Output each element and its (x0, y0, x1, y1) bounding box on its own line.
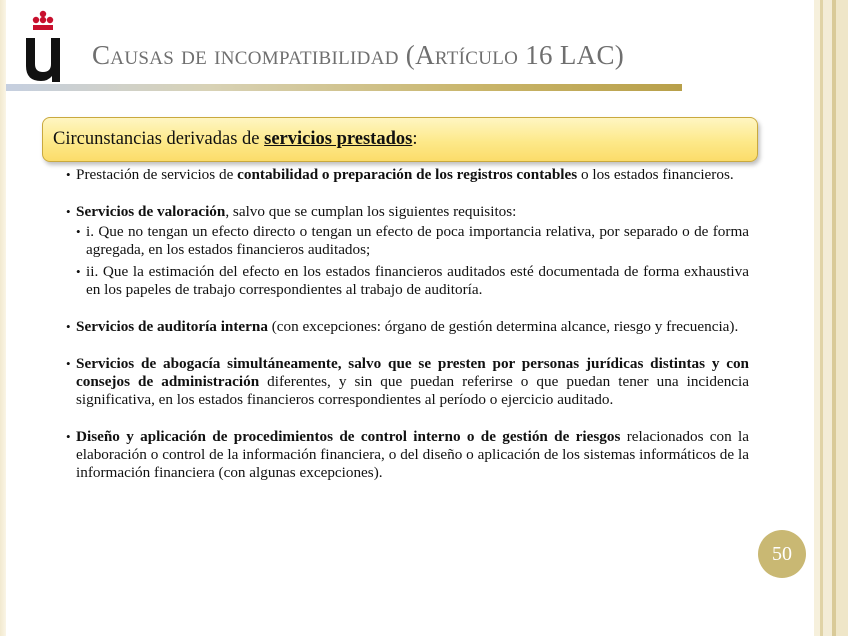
callout-prefix: Circunstancias derivadas de (53, 129, 265, 149)
page-number-badge: 50 (758, 530, 806, 578)
left-edge-decoration (0, 0, 6, 636)
bullet-list (64, 166, 749, 482)
list-item-abogacia: • Servicios de abogacía simultáneamente, salvo que se presten por personas jurídicas distintas y con consejos de administración diferentes, y sin que puedan referirse o que puedan tener una incidencia significativa, en los estados financieros correspondientes al período o ejercicio auditado. (64, 355, 749, 409)
list-item-contabilidad: • Prestación de servicios de contabilidad o preparación de los registros contables o los estados financieros. (64, 166, 749, 184)
slide-title: Causas de incompatibilidad (Artículo 16 LAC) (92, 40, 625, 70)
callout-suffix: : (412, 129, 418, 149)
title-underline-rule (6, 84, 682, 91)
list-item-valoracion: • Servicios de valoración, salvo que se cumplan los siguientes requisitos: (64, 203, 749, 221)
list-item-control-interno: • Diseño y aplicación de procedimientos de control interno o de gestión de riesgos relacionados con la elaboración o control de la información financiera, o del diseño o aplicación de los sistemas informáticos de la información financiera (con algunas excepciones). (64, 428, 749, 482)
sub-item-requisito-2: • ii. Que la estimación del efecto en los estados financieros auditados esté documentada de forma exhaustiva en los papeles de trabajo correspondientes al trabajo de auditoría. (64, 263, 749, 299)
sub-item-requisito-1: • i. Que no tengan un efecto directo o tengan un efecto de poca importancia relativa, por separado o de forma agregada, en los estados financieros auditados; (64, 223, 749, 259)
callout-emphasis: servicios prestados (264, 129, 413, 149)
university-logo-icon (22, 6, 64, 84)
section-callout (42, 117, 758, 162)
list-item-auditoria-interna: • Servicios de auditoría interna (con excepciones: órgano de gestión determina alcance, riesgo y frecuencia). (64, 318, 749, 336)
right-edge-decoration (814, 0, 848, 636)
